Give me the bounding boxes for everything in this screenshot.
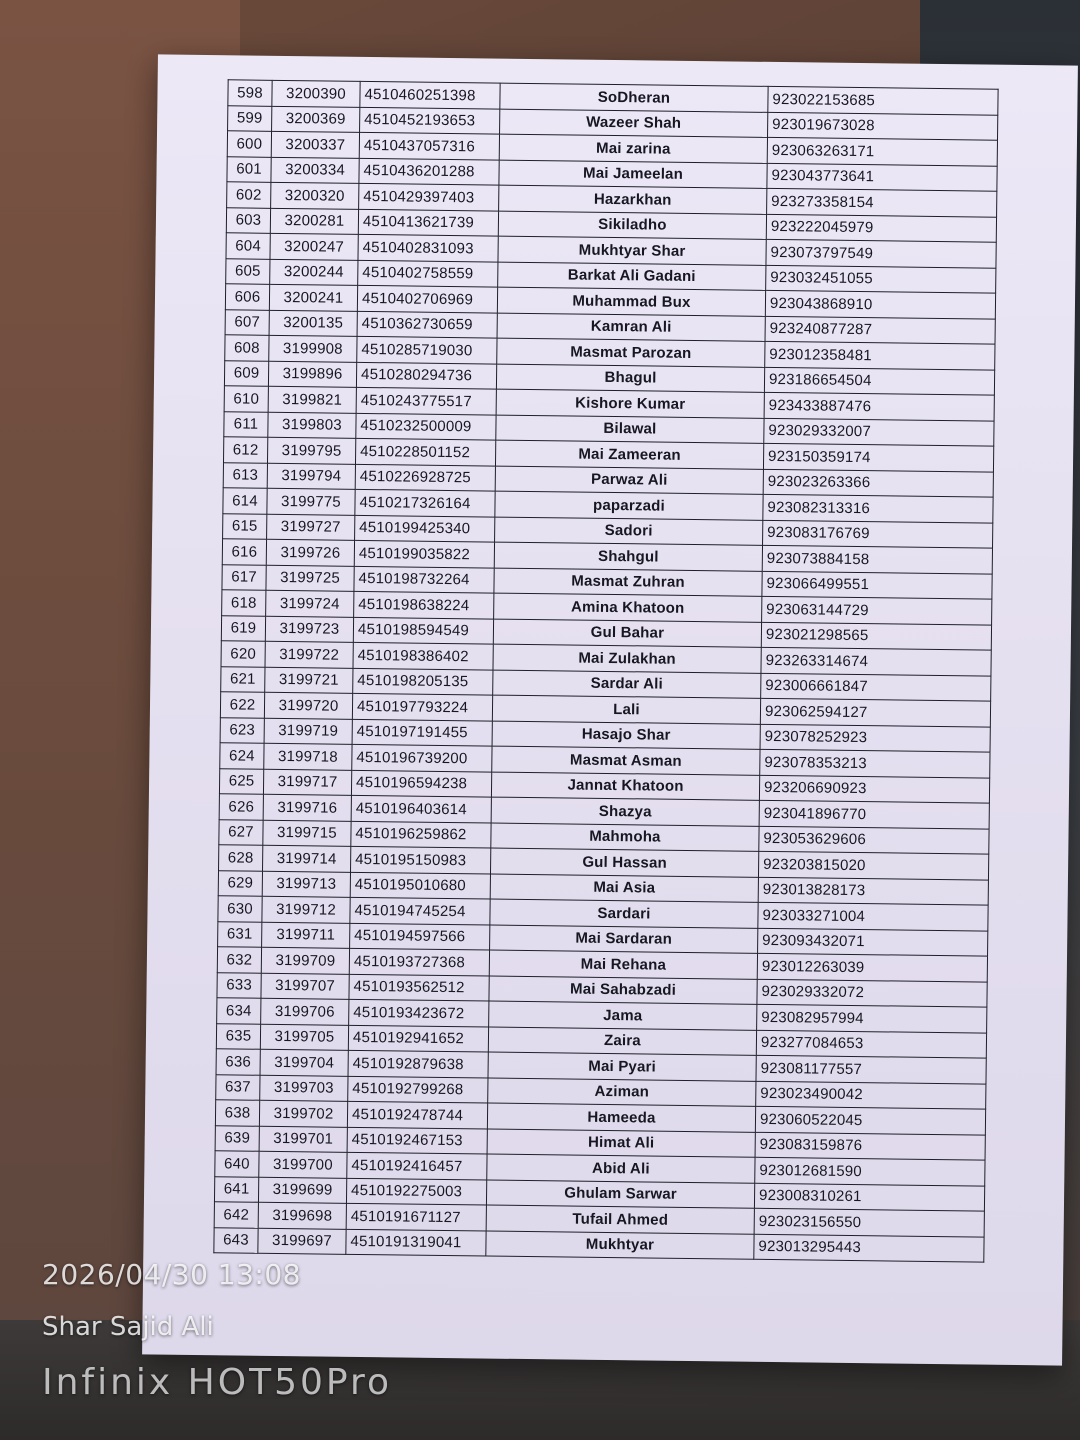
phone-cell: 923263314674	[761, 647, 991, 675]
serial-number-cell: 612	[223, 437, 267, 463]
phone-cell: 923083159876	[755, 1132, 985, 1160]
cnic-cell: 4510197191455	[352, 719, 492, 746]
serial-number-cell: 611	[224, 411, 268, 437]
serial-number-cell: 636	[216, 1049, 260, 1075]
serial-number-cell: 601	[227, 156, 271, 182]
name-cell: Mai Zameeran	[495, 440, 763, 469]
cnic-cell: 4510228501152	[355, 438, 495, 465]
record-id-cell: 3200281	[270, 208, 358, 235]
record-id-cell: 3199697	[258, 1228, 346, 1255]
phone-cell: 923277084653	[756, 1030, 986, 1058]
name-cell: SoDheran	[500, 83, 768, 112]
cnic-cell: 4510198638224	[354, 591, 494, 618]
name-cell: Mai Rehana	[489, 950, 757, 979]
serial-number-cell: 602	[227, 182, 271, 208]
cnic-cell: 4510194597566	[350, 923, 490, 950]
record-id-cell: 3199726	[266, 539, 354, 566]
phone-cell: 923008310261	[754, 1183, 984, 1211]
name-cell: paparzadi	[495, 491, 763, 520]
cnic-cell: 4510232500009	[356, 413, 496, 440]
serial-number-cell: 623	[220, 717, 264, 743]
record-id-cell: 3199717	[263, 769, 351, 796]
serial-number-cell: 613	[223, 462, 267, 488]
cnic-cell: 4510402758559	[358, 260, 498, 287]
record-id-cell: 3199698	[258, 1202, 346, 1229]
serial-number-cell: 610	[224, 386, 268, 412]
cnic-cell: 4510192799268	[348, 1076, 488, 1103]
serial-number-cell: 629	[218, 870, 262, 896]
name-cell: Sardar Ali	[493, 670, 761, 699]
cnic-cell: 4510413621739	[358, 209, 498, 236]
name-cell: Abid Ali	[487, 1154, 755, 1183]
serial-number-cell: 634	[217, 998, 261, 1024]
phone-cell: 923032451055	[766, 265, 996, 293]
name-cell: Mukhtyar	[486, 1231, 754, 1260]
name-cell: Mai Sardaran	[490, 925, 758, 954]
serial-number-cell: 628	[219, 845, 263, 871]
record-id-cell: 3200244	[270, 259, 358, 286]
record-id-cell: 3199821	[268, 386, 356, 413]
serial-number-cell: 624	[220, 743, 264, 769]
record-id-cell: 3200135	[269, 310, 357, 337]
serial-number-cell: 606	[225, 284, 269, 310]
name-cell: Mai Zulakhan	[493, 644, 761, 673]
serial-number-cell: 635	[216, 1023, 260, 1049]
record-id-cell: 3200241	[269, 284, 357, 311]
cnic-cell: 4510243775517	[356, 387, 496, 414]
name-cell: Tufail Ahmed	[486, 1205, 754, 1234]
record-id-cell: 3200337	[271, 131, 359, 158]
serial-number-cell: 608	[225, 335, 269, 361]
record-id-cell: 3199706	[261, 998, 349, 1025]
cnic-cell: 4510193727368	[349, 948, 489, 975]
phone-cell: 923043773641	[767, 163, 997, 191]
phone-cell: 923186654504	[764, 367, 994, 395]
name-cell: Sikiladho	[498, 211, 766, 240]
serial-number-cell: 638	[215, 1100, 259, 1126]
record-id-cell: 3199714	[263, 845, 351, 872]
phone-cell: 923019673028	[768, 112, 998, 140]
phone-cell: 923013828173	[758, 877, 988, 905]
cnic-cell: 4510193562512	[349, 974, 489, 1001]
name-cell: Jannat Khatoon	[491, 772, 759, 801]
cnic-cell: 4510196259862	[351, 821, 491, 848]
record-id-cell: 3199775	[267, 488, 355, 515]
cnic-cell: 4510196594238	[351, 770, 491, 797]
serial-number-cell: 618	[222, 590, 266, 616]
phone-cell: 923012263039	[757, 953, 987, 981]
cnic-cell: 4510437057316	[359, 132, 499, 159]
cnic-cell: 4510194745254	[350, 897, 490, 924]
cnic-cell: 4510196403614	[351, 795, 491, 822]
cnic-cell: 4510198386402	[353, 642, 493, 669]
phone-cell: 923083176769	[763, 520, 993, 548]
cnic-cell: 4510402831093	[358, 234, 498, 261]
record-id-cell: 3199707	[261, 973, 349, 1000]
record-id-cell: 3199700	[259, 1151, 347, 1178]
cnic-cell: 4510199035822	[354, 540, 494, 567]
cnic-cell: 4510452193653	[360, 107, 500, 134]
serial-number-cell: 621	[221, 666, 265, 692]
phone-cell: 923029332007	[764, 418, 994, 446]
phone-cell: 923063263171	[767, 137, 997, 165]
cnic-cell: 4510195150983	[351, 846, 491, 873]
record-id-cell: 3200334	[271, 157, 359, 184]
phone-cell: 923062594127	[760, 698, 990, 726]
name-cell: Mai Pyari	[488, 1052, 756, 1081]
name-cell: Barkat Ali Gadani	[498, 262, 766, 291]
record-id-cell: 3199712	[262, 896, 350, 923]
name-cell: Mai zarina	[499, 134, 767, 163]
cnic-cell: 4510196739200	[352, 744, 492, 771]
name-cell: Mai Jameelan	[499, 160, 767, 189]
cnic-cell: 4510217326164	[355, 489, 495, 516]
cnic-cell: 4510195010680	[350, 872, 490, 899]
name-cell: Mai Sahabzadi	[489, 976, 757, 1005]
phone-cell: 923073884158	[762, 545, 992, 573]
cnic-cell: 4510192275003	[346, 1178, 486, 1205]
phone-cell: 923043868910	[765, 290, 995, 318]
record-id-cell: 3199727	[267, 514, 355, 541]
serial-number-cell: 620	[221, 641, 265, 667]
record-id-cell: 3199896	[268, 361, 356, 388]
record-id-cell: 3199721	[265, 667, 353, 694]
name-cell: Hameeda	[487, 1103, 755, 1132]
record-id-cell: 3199701	[259, 1126, 347, 1153]
name-cell: Sardari	[490, 899, 758, 928]
record-id-cell: 3200369	[272, 106, 360, 133]
record-id-cell: 3200390	[272, 80, 360, 107]
phone-cell: 923012358481	[765, 341, 995, 369]
cnic-cell: 4510198205135	[353, 668, 493, 695]
serial-number-cell: 617	[222, 564, 266, 590]
phone-cell: 923150359174	[763, 443, 993, 471]
cnic-cell: 4510429397403	[359, 183, 499, 210]
record-id-cell: 3200320	[271, 182, 359, 209]
name-cell: Mahmoha	[491, 823, 759, 852]
phone-cell: 923041896770	[759, 800, 989, 828]
cnic-cell: 4510460251398	[360, 81, 500, 108]
name-cell: Bhagul	[496, 364, 764, 393]
phone-cell: 923222045979	[766, 214, 996, 242]
serial-number-cell: 619	[221, 615, 265, 641]
phone-cell: 923029332072	[757, 979, 987, 1007]
serial-number-cell: 615	[223, 513, 267, 539]
record-id-cell: 3199709	[261, 947, 349, 974]
name-cell: Hasajo Shar	[492, 721, 760, 750]
cnic-cell: 4510192478744	[347, 1101, 487, 1128]
record-id-cell: 3199724	[266, 590, 354, 617]
serial-number-cell: 630	[218, 896, 262, 922]
phone-cell: 923012681590	[755, 1157, 985, 1185]
record-id-cell: 3199723	[265, 616, 353, 643]
watermark-datetime: 2026/04/30 13:08	[42, 1258, 301, 1291]
serial-number-cell: 599	[228, 105, 272, 131]
name-cell: Kamran Ali	[497, 313, 765, 342]
record-id-cell: 3199705	[260, 1024, 348, 1051]
name-cell: Parwaz Ali	[495, 466, 763, 495]
name-cell: Wazeer Shah	[500, 109, 768, 138]
phone-cell: 923082957994	[757, 1004, 987, 1032]
roster-table	[213, 79, 998, 1262]
name-cell: Bilawal	[496, 415, 764, 444]
serial-number-cell: 641	[214, 1176, 258, 1202]
serial-number-cell: 614	[223, 488, 267, 514]
record-id-cell: 3199725	[266, 565, 354, 592]
name-cell: Hazarkhan	[499, 185, 767, 214]
name-cell: Ghulam Sarwar	[486, 1180, 754, 1209]
phone-cell: 923081177557	[756, 1055, 986, 1083]
name-cell: Shazya	[491, 797, 759, 826]
record-id-cell: 3199720	[264, 692, 352, 719]
serial-number-cell: 609	[224, 360, 268, 386]
serial-number-cell: 607	[225, 309, 269, 335]
phone-cell: 923078252923	[760, 724, 990, 752]
record-id-cell: 3199704	[260, 1049, 348, 1076]
serial-number-cell: 622	[220, 692, 264, 718]
phone-cell: 923023263366	[763, 469, 993, 497]
name-cell: Masmat Zuhran	[494, 568, 762, 597]
record-id-cell: 3199703	[260, 1075, 348, 1102]
watermark-device: Infinix HOT50Pro	[42, 1362, 392, 1403]
phone-cell: 923060522045	[755, 1106, 985, 1134]
phone-cell: 923073797549	[766, 239, 996, 267]
serial-number-cell: 627	[219, 819, 263, 845]
phone-cell: 923023490042	[756, 1081, 986, 1109]
cnic-cell: 4510402706969	[357, 285, 497, 312]
serial-number-cell: 640	[215, 1151, 259, 1177]
record-id-cell: 3199699	[258, 1177, 346, 1204]
roster-table-wrapper	[213, 79, 997, 1262]
serial-number-cell: 625	[219, 768, 263, 794]
record-id-cell: 3199718	[264, 743, 352, 770]
phone-cell: 923203815020	[758, 851, 988, 879]
serial-number-cell: 639	[215, 1125, 259, 1151]
serial-number-cell: 631	[218, 921, 262, 947]
serial-number-cell: 633	[217, 972, 261, 998]
name-cell: Lali	[492, 695, 760, 724]
name-cell: Gul Bahar	[493, 619, 761, 648]
cnic-cell: 4510197793224	[352, 693, 492, 720]
name-cell: Masmat Asman	[492, 746, 760, 775]
phone-cell: 923063144729	[762, 596, 992, 624]
cnic-cell: 4510192879638	[348, 1050, 488, 1077]
name-cell: Shahgul	[494, 542, 762, 571]
serial-number-cell: 632	[217, 947, 261, 973]
serial-number-cell: 598	[228, 80, 272, 106]
cnic-cell: 4510192941652	[348, 1025, 488, 1052]
cnic-cell: 4510192467153	[347, 1127, 487, 1154]
record-id-cell: 3199908	[269, 335, 357, 362]
phone-cell: 923433887476	[764, 392, 994, 420]
name-cell: Sadori	[495, 517, 763, 546]
name-cell: Masmat Parozan	[497, 338, 765, 367]
record-id-cell: 3199715	[263, 820, 351, 847]
cnic-cell: 4510436201288	[359, 158, 499, 185]
cnic-cell: 4510191671127	[346, 1203, 486, 1230]
paper-sheet	[142, 54, 1078, 1365]
phone-cell: 923273358154	[767, 188, 997, 216]
record-id-cell: 3199711	[262, 922, 350, 949]
record-id-cell: 3199803	[268, 412, 356, 439]
phone-cell: 923082313316	[763, 494, 993, 522]
watermark-user: Shar Sajid Ali	[42, 1312, 214, 1342]
record-id-cell: 3199713	[262, 871, 350, 898]
phone-cell: 923033271004	[758, 902, 988, 930]
phone-cell: 923066499551	[762, 571, 992, 599]
name-cell: Kishore Kumar	[496, 389, 764, 418]
name-cell: Zaira	[488, 1027, 756, 1056]
roster-table-body	[214, 80, 998, 1262]
name-cell: Himat Ali	[487, 1129, 755, 1158]
phone-cell: 923240877287	[765, 316, 995, 344]
record-id-cell: 3199795	[267, 437, 355, 464]
phone-cell: 923093432071	[758, 928, 988, 956]
name-cell: Gul Hassan	[490, 848, 758, 877]
name-cell: Mukhtyar Shar	[498, 236, 766, 265]
name-cell: Muhammad Bux	[497, 287, 765, 316]
phone-cell: 923013295443	[754, 1234, 984, 1262]
cnic-cell: 4510198594549	[353, 617, 493, 644]
cnic-cell: 4510193423672	[349, 999, 489, 1026]
phone-cell: 923006661847	[761, 673, 991, 701]
name-cell: Jama	[489, 1001, 757, 1030]
cnic-cell: 4510280294736	[356, 362, 496, 389]
record-id-cell: 3200247	[270, 233, 358, 260]
cnic-cell: 4510362730659	[357, 311, 497, 338]
record-id-cell: 3199794	[267, 463, 355, 490]
serial-number-cell: 642	[214, 1202, 258, 1228]
phone-cell: 923023156550	[754, 1208, 984, 1236]
name-cell: Mai Asia	[490, 874, 758, 903]
cnic-cell: 4510191319041	[346, 1229, 486, 1256]
serial-number-cell: 643	[214, 1227, 258, 1253]
serial-number-cell: 603	[226, 207, 270, 233]
record-id-cell: 3199716	[263, 794, 351, 821]
phone-cell: 923053629606	[759, 826, 989, 854]
cnic-cell: 4510199425340	[355, 515, 495, 542]
phone-cell: 923206690923	[759, 775, 989, 803]
cnic-cell: 4510226928725	[355, 464, 495, 491]
serial-number-cell: 626	[219, 794, 263, 820]
phone-cell: 923078353213	[760, 749, 990, 777]
record-id-cell: 3199722	[265, 641, 353, 668]
record-id-cell: 3199719	[264, 718, 352, 745]
phone-cell: 923021298565	[761, 622, 991, 650]
cnic-cell: 4510192416457	[347, 1152, 487, 1179]
serial-number-cell: 616	[222, 539, 266, 565]
serial-number-cell: 600	[227, 131, 271, 157]
cnic-cell: 4510198732264	[354, 566, 494, 593]
phone-cell: 923022153685	[768, 86, 998, 114]
record-id-cell: 3199702	[259, 1100, 347, 1127]
serial-number-cell: 604	[226, 233, 270, 259]
name-cell: Amina Khatoon	[494, 593, 762, 622]
name-cell: Aziman	[488, 1078, 756, 1107]
serial-number-cell: 605	[226, 258, 270, 284]
serial-number-cell: 637	[216, 1074, 260, 1100]
cnic-cell: 4510285719030	[357, 336, 497, 363]
